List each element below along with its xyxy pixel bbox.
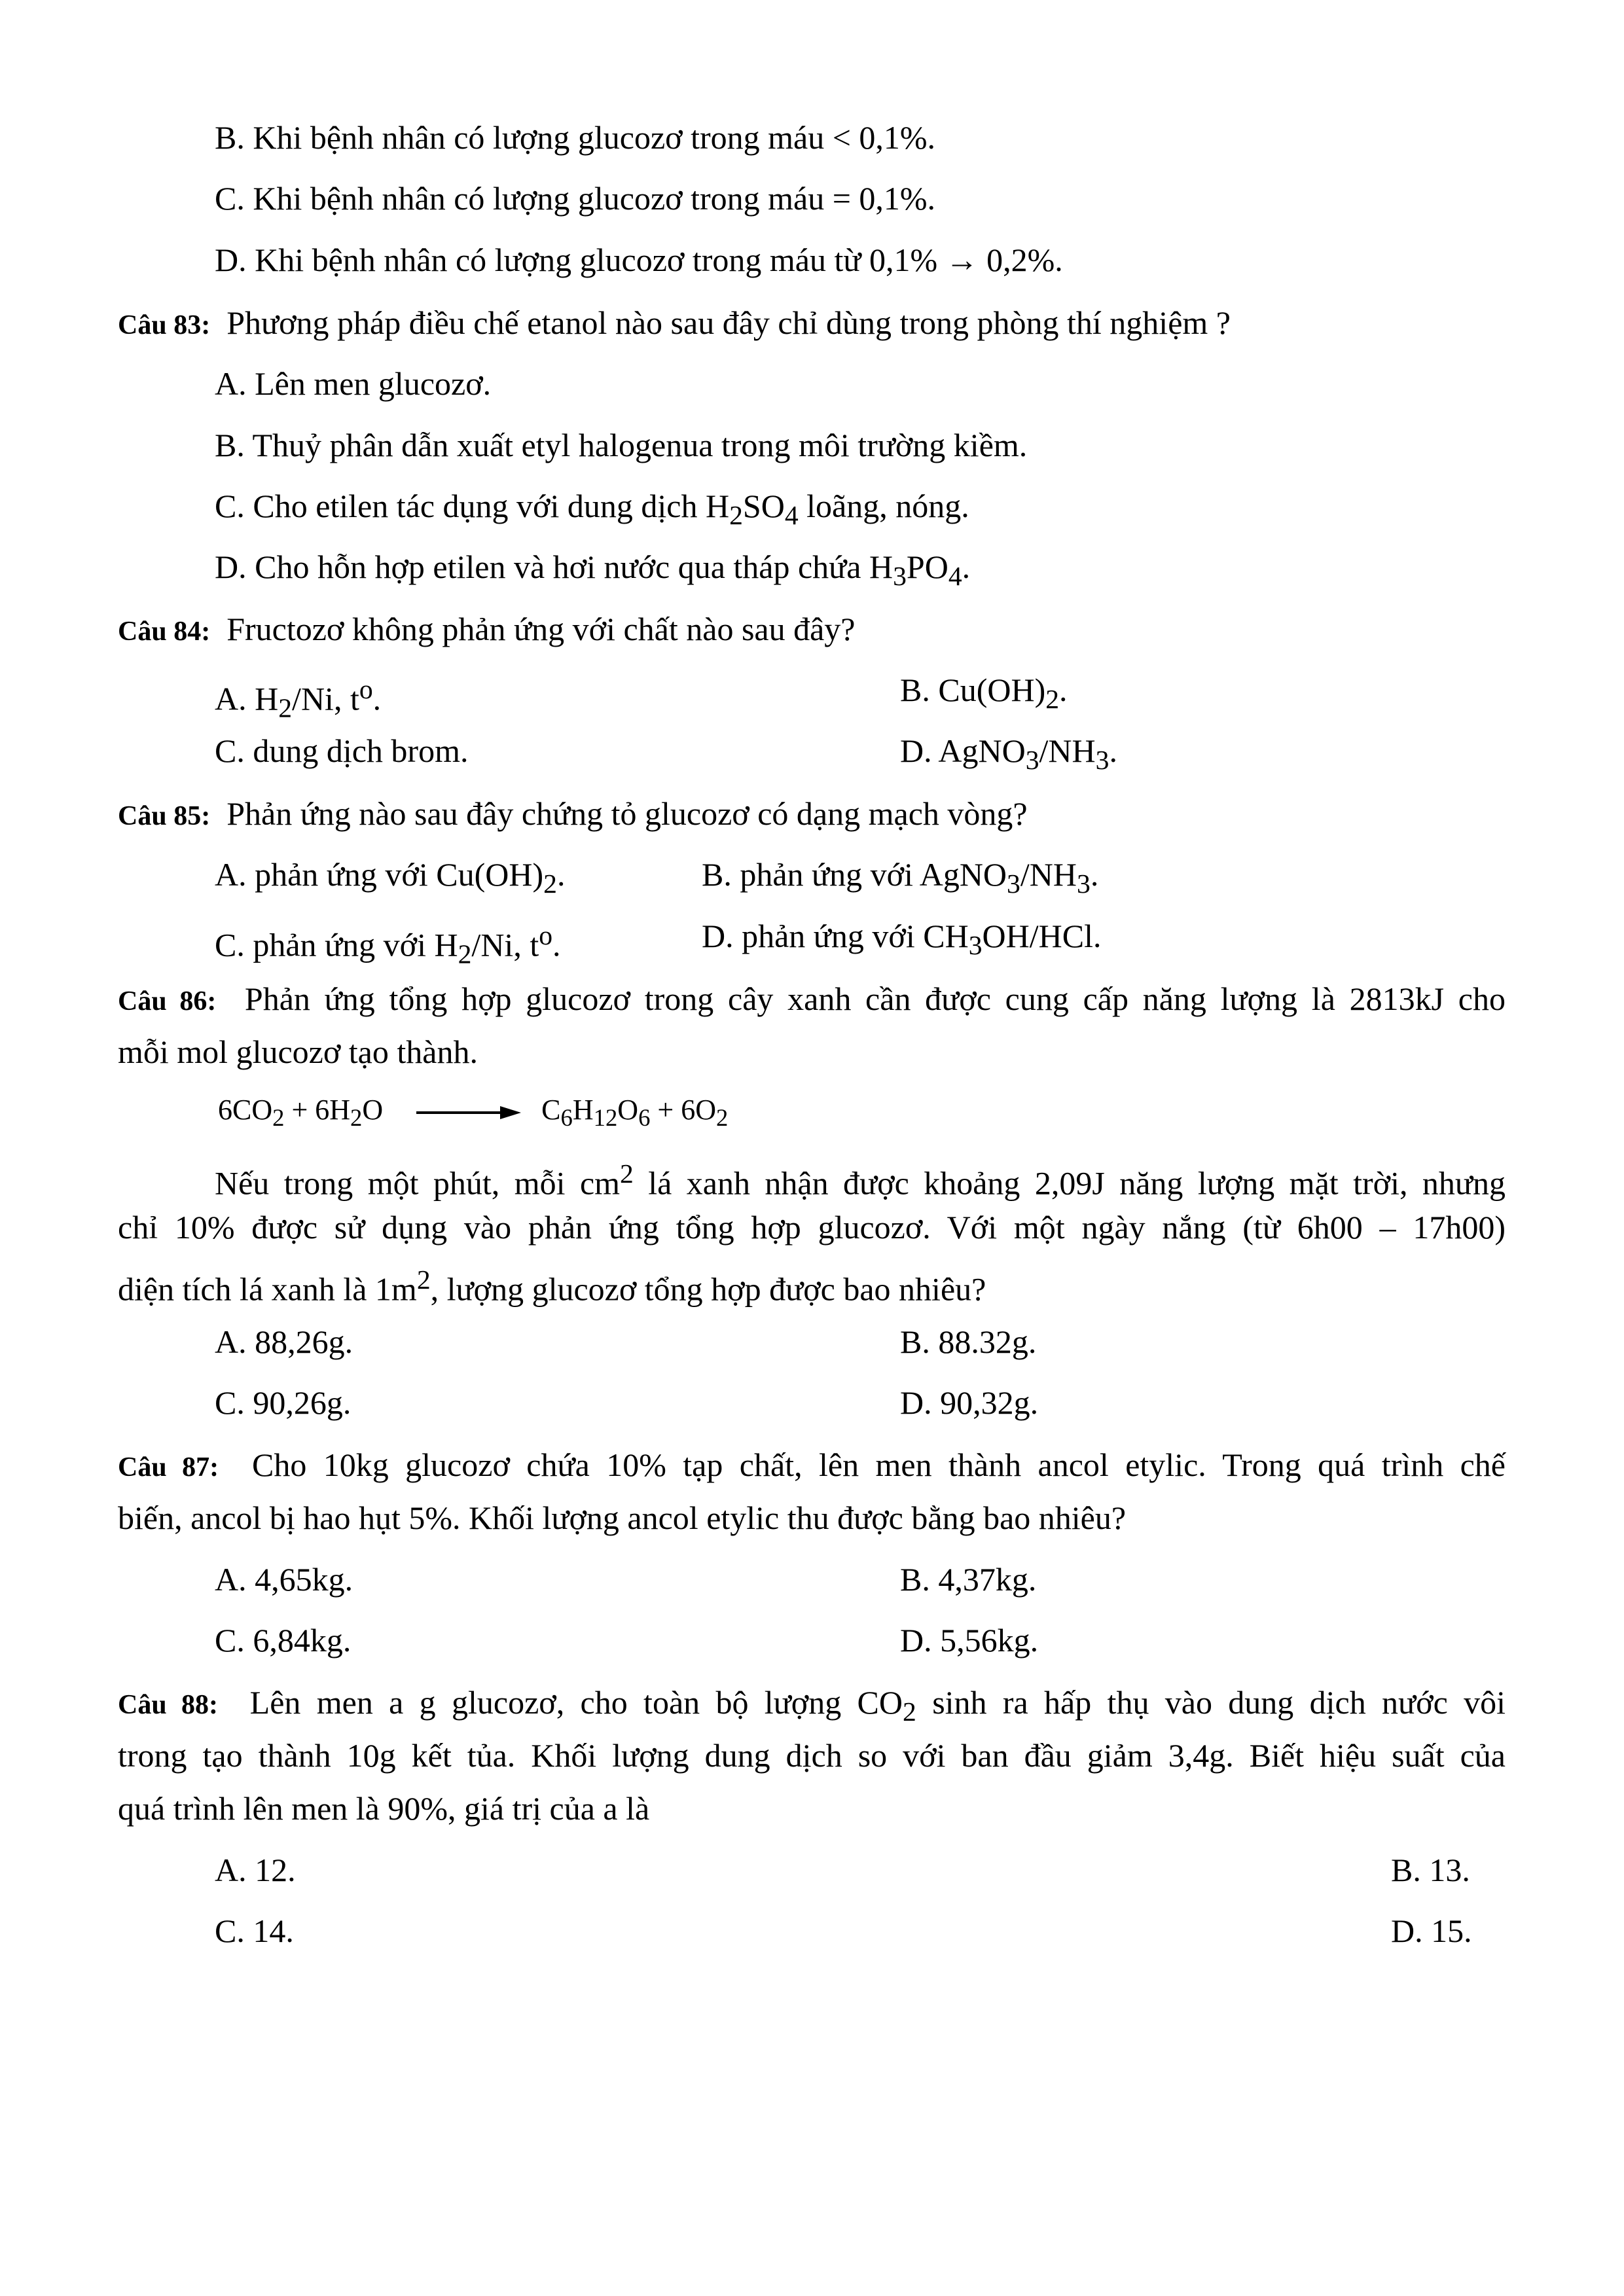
q82-option-c: C. Khi bệnh nhân có lượng glucozơ trong máu = 0,1%. (215, 180, 936, 217)
q87-label: Câu 87: (118, 1452, 219, 1482)
q83-option-b: B. Thuỷ phân dẫn xuất etyl halogenua trong môi trường kiềm. (215, 427, 1028, 463)
q88-option-b: B. 13. (1391, 1852, 1470, 1888)
q85-stem: Câu 85: Phản ứng nào sau đây chứng tỏ glucozơ có dạng mạch vòng? (118, 795, 1028, 832)
q86-option-d: D. 90,32g. (900, 1384, 1039, 1421)
q84-option-c: C. dung dịch brom. (215, 732, 469, 769)
q87-option-a: A. 4,65kg. (215, 1561, 353, 1598)
q84-label: Câu 84: (118, 617, 211, 647)
q86-reaction-equation: $6CO_2 + 6H_2O$ $C_6H_{12}O_6 + 6O_2$ (218, 1094, 729, 1131)
q83-option-d: D. Cho hỗn hợp etilen và hơi nước qua tháp chứa $H_3PO_4$. (215, 548, 971, 592)
q82-option-b: B. Khi bệnh nhân có lượng glucozơ trong máu < 0,1%. (215, 119, 936, 156)
q86-paragraph-line1: Nếu trong một phút, mỗi $cm^2$ lá xanh nhận được khoảng 2,09J năng lượng mặt trời, nhưng (215, 1159, 1506, 1202)
q88-option-c: C. 14. (215, 1912, 294, 1949)
q86-option-a: A. 88,26g. (215, 1323, 353, 1360)
q85-option-c: C. phản ứng với $H_2/Ni$, $t^o$. (215, 921, 561, 970)
q86-paragraph-line3: diện tích lá xanh là $1m^2$, lượng glucozơ tổng hợp được bao nhiêu? (118, 1265, 986, 1308)
q83-option-a: A. Lên men glucozơ. (215, 365, 492, 402)
q85-option-a: A. phản ứng với $Cu(OH)_2$. (215, 856, 566, 899)
q88-label: Câu 88: (118, 1690, 219, 1720)
q88-stem-line1: Câu 88: Lên men a g glucozơ, cho toàn bộ lượng $CO_2$ sinh ra hấp thụ vào dung dịch nước vôi (118, 1684, 1506, 1727)
q88-stem-line3: quá trình lên men là 90%, giá trị của a là (118, 1790, 650, 1827)
q86-option-b: B. 88.32g. (900, 1323, 1037, 1360)
q84-option-b: B. $Cu(OH)_2$. (900, 672, 1068, 715)
q86-label: Câu 86: (118, 986, 217, 1016)
q87-stem-line2: biến, ancol bị hao hụt 5%. Khối lượng ancol etylic thu được bằng bao nhiêu? (118, 1499, 1127, 1536)
q88-option-a: A. 12. (215, 1852, 296, 1888)
q85-label: Câu 85: (118, 801, 211, 831)
reaction-arrow-icon (416, 1105, 521, 1121)
q82-option-d: D. Khi bệnh nhân có lượng glucozơ trong máu từ 0,1% → 0,2%. (215, 242, 1063, 278)
q85-option-d: D. phản ứng với $CH_3OH$/HCl. (702, 918, 1102, 961)
q87-option-c: C. 6,84kg. (215, 1622, 352, 1659)
q84-stem: Câu 84: Fructozơ không phản ứng với chất nào sau đây? (118, 611, 856, 647)
q88-option-d: D. 15. (1391, 1912, 1472, 1949)
q86-stem-line2: mỗi mol glucozơ tạo thành. (118, 1033, 478, 1070)
q87-option-d: D. 5,56kg. (900, 1622, 1039, 1659)
q86-paragraph-line2: chỉ 10% được sử dụng vào phản ứng tổng hợp glucozơ. Với một ngày nắng (từ 6h00 – 17h00) (118, 1209, 1506, 1246)
q84-option-a: A. $H_2/Ni$, $t^o$. (215, 675, 382, 724)
q83-option-c: C. Cho etilen tác dụng với dung dịch $H_2SO_4$ loãng, nóng. (215, 488, 969, 531)
q83-label: Câu 83: (118, 310, 211, 340)
q87-stem-line1: Câu 87: Cho 10kg glucozơ chứa 10% tạp chất, lên men thành ancol etylic. Trong quá trình chế (118, 1446, 1506, 1483)
q87-option-b: B. 4,37kg. (900, 1561, 1037, 1598)
q86-stem-line1: Câu 86: Phản ứng tổng hợp glucozơ trong cây xanh cần được cung cấp năng lượng là 2813kJ cho (118, 980, 1506, 1017)
q88-stem-line2: trong tạo thành 10g kết tủa. Khối lượng dung dịch so với ban đầu giảm 3,4g. Biết hiệu suất của (118, 1737, 1506, 1774)
q86-option-c: C. 90,26g. (215, 1384, 352, 1421)
q85-option-b: B. phản ứng với $AgNO_3/NH_3$. (702, 856, 1099, 899)
q83-stem: Câu 83: Phương pháp điều chế etanol nào sau đây chỉ dùng trong phòng thí nghiệm ? (118, 304, 1231, 341)
q84-option-d: D. $AgNO_3/NH_3$. (900, 732, 1117, 776)
